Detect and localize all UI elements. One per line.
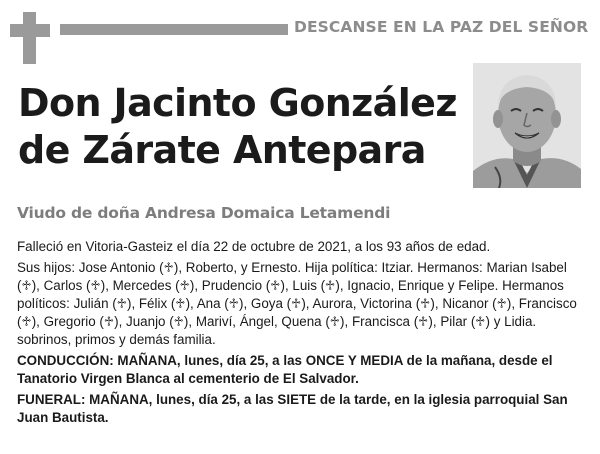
death-paragraph: Falleció en Vitoria-Gasteiz el día 22 de octubre de 2021, a los 93 años de edad. [17, 239, 491, 254]
notice-body [17, 238, 585, 430]
name-line-2: de Zárate Antepara [18, 128, 426, 172]
cross-icon [10, 12, 50, 64]
family-paragraph: Sus hijos: Jose Antonio (♱), Roberto, y Ernesto. Hija política: Itziar. Hermanos: Marian Isabel (♱), Carlos (♱), Mercedes (♱), Prudencio (♱), Luis (♱), Ignacio, Enrique y Felipe. Hermanos políticos: Julián (♱), Félix (♱), Ana (♱), Goya (♱), Aurora, Victorina (♱), Nicanor (♱), Francisco (♱), Gregorio (♱), Juanjo (♱), Mariví, Ángel, Quena (♱), Francisca (♱), Pilar (♱) y Lidia. sobrinos, primos y demás familia. [17, 260, 577, 347]
portrait-photo [473, 63, 581, 188]
funeral-paragraph: FUNERAL: MAÑANA, lunes, día 25, a las SIETE de la tarde, en la iglesia parroquial San Juan Bautista. [17, 392, 568, 425]
header-slogan: DESCANSE EN LA PAZ DEL SEÑOR [294, 18, 589, 36]
name-line-1: Don Jacinto González [18, 81, 457, 125]
widow-line: Viudo de doña Andresa Domaica Letamendi [17, 204, 391, 222]
deceased-name [18, 80, 468, 174]
conduction-paragraph: CONDUCCIÓN: MAÑANA, lunes, día 25, a las ONCE Y MEDIA de la mañana, desde el Tanatorio Virgen Blanca al cementerio de El Salvador. [17, 353, 553, 386]
header-rule [60, 24, 288, 35]
